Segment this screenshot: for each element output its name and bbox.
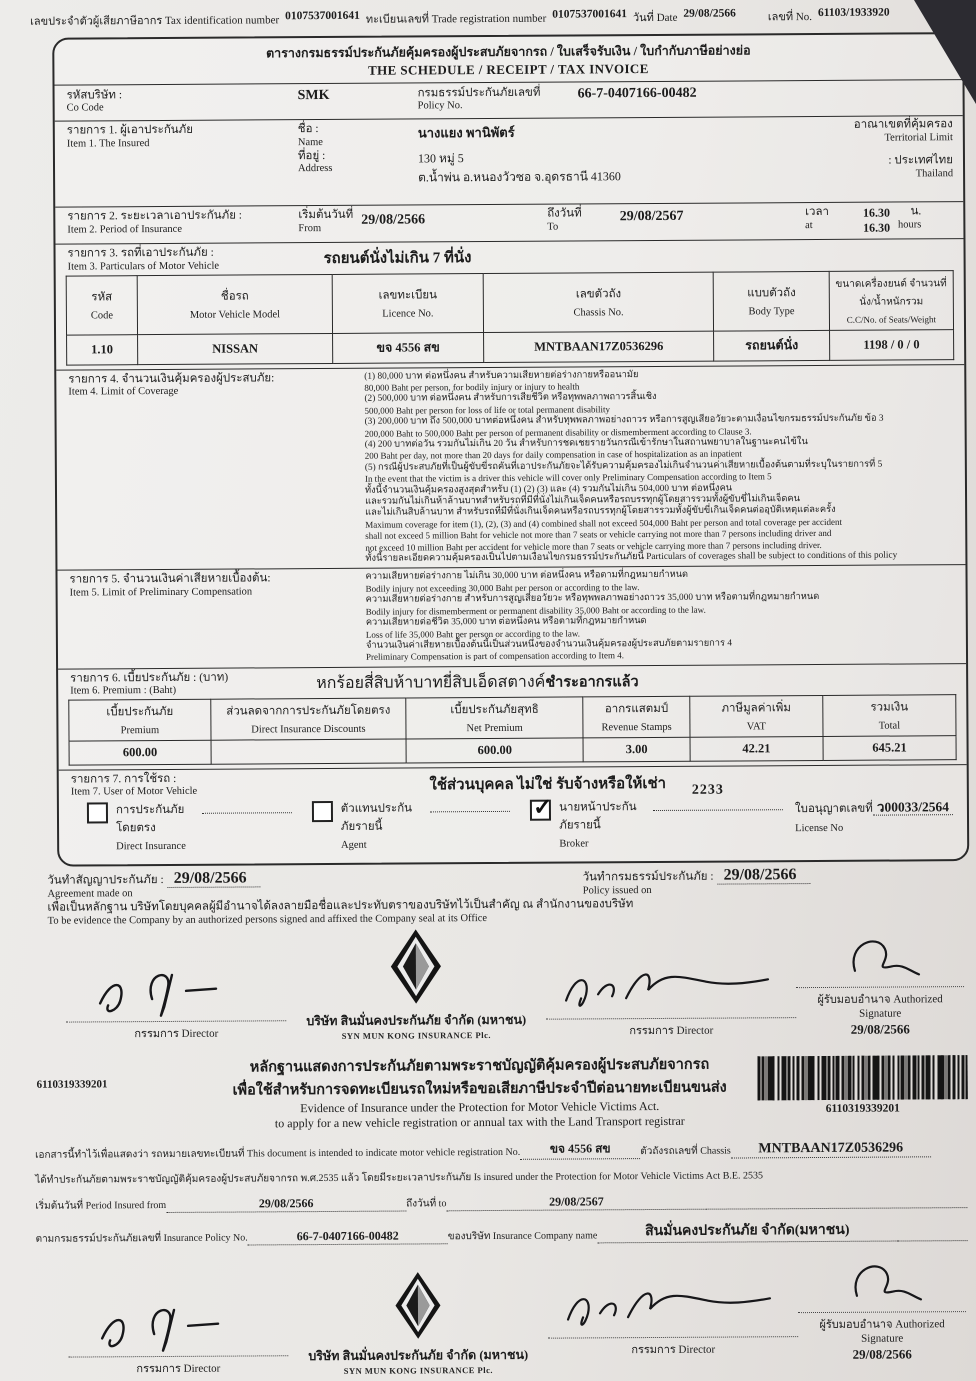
revenue-stamps-value: 3.00: [583, 737, 690, 762]
trade-reg-label: ทะเบียนเลขที่ Trade registration number: [365, 12, 547, 26]
vehicle-code: 1.10: [67, 334, 138, 364]
broker-label-en: Broker: [559, 838, 589, 850]
premium-amount-words: หกร้อยสี่สิบห้าบาทยี่สิบเอ็ดสตางค์: [316, 673, 546, 692]
document-meta-line: [0, 0, 976, 30]
item6-label-en: Item 6. Premium : (Baht): [70, 684, 177, 697]
item6-label-th: รายการ 6. เบี้ยประกันภัย : (บาท): [70, 671, 229, 685]
total-col: รวมเงิน Total: [823, 695, 956, 737]
company-name-th: บริษัท สินมั่นคงประกันภัย จำกัด (มหาชน): [306, 1012, 527, 1028]
vehicle-usage-text: ใช้ส่วนบุคคล ไม่ใช่ รับจ้างหรือให้เช่า: [429, 775, 667, 794]
address-label-th: ที่อยู่ :: [297, 149, 326, 162]
authorized-signature-date-2: 29/08/2566: [852, 1346, 912, 1362]
signature-band-top: กรรมการ Director บริษัท สินมั่นคงประกันภัย จำกัด (มหาชน) SYN MUN KONG INSURANCE Plc. กรรมการ Director ผู้รับมอบอำนาจ Authorized Signature 29/08/2566: [66, 924, 965, 1042]
evidence-title-th1: หลักฐานแสดงการประกันภัยตามพระราชบัญญัติคุ้มครองผู้ประสบภัยจากรถ: [249, 1056, 710, 1076]
director-signature-right: [556, 959, 786, 1018]
period-from-label-th: เริ่มต้นวันที่: [298, 209, 354, 222]
vehicle-col-body: แบบตัวถัง Body Type: [714, 271, 830, 331]
direct-insurance-checkbox: [87, 803, 108, 824]
insured-name-label-th: ชื่อ :: [297, 123, 319, 136]
authorized-signature-date: 29/08/2566: [850, 1021, 910, 1037]
item7-label-en: Item 7. User of Motor Vehicle: [70, 786, 198, 798]
vehicle-type-headline: รถยนต์นั่งไม่เกิน 7 ที่นั่ง: [323, 250, 472, 268]
date-value: 29/08/2566: [683, 7, 736, 20]
item2-label-th: รายการ 2. ระยะเวลาเอาประกันภัย :: [67, 209, 243, 223]
time-unit-th: น.: [910, 205, 922, 218]
vehicle-body: รถยนต์นั่ง: [714, 330, 829, 361]
territorial-label-en: Territorial Limit: [884, 131, 953, 144]
insured-name-label-en: Name: [297, 136, 323, 148]
authorized-signature: [825, 930, 935, 987]
premium-col: เบี้ยประกันภัย Premium: [69, 699, 211, 741]
territorial-value-en: Thailand: [915, 167, 954, 179]
co-code-label-th: รหัสบริษัท :: [66, 89, 123, 102]
stmt1-registration-value: ขจ 4556 สข: [520, 1139, 640, 1160]
agent-label-th: ตัวแทนประกันภัยรายนี้: [340, 802, 413, 834]
item5-label-th: รายการ 5. จำนวนเงินค่าเสียหายเบื้องต้น:: [69, 572, 271, 587]
tax-id-label: เลขประจำตัวผู้เสียภาษีอากร Tax identification number: [30, 14, 280, 28]
policy-issued-value: 29/08/2566: [718, 866, 811, 885]
evidence-note-th: เพื่อเป็นหลักฐาน บริษัทโดยบุคคลผู้มีอำนาจได้ลงลายมือชื่อและประทับตราของบริษัทไว้เป็นสำคัญ ณ สำนักงานของบริษัท: [47, 898, 634, 915]
vehicle-col-model: ชื่อรถ Motor Vehicle Model: [137, 274, 332, 334]
agreement-date-label-en: Agreement made on: [47, 888, 133, 900]
director-signature-left: [86, 958, 266, 1021]
stmt3-to-label: ถึงวันที่ to: [406, 1197, 447, 1210]
time-unit-en: hours: [898, 218, 922, 230]
vat-value: 42.21: [690, 736, 823, 761]
barcode-number: 6110319339201: [825, 1102, 900, 1115]
total-value: 645.21: [823, 736, 956, 761]
license-label-en: License No: [795, 823, 844, 835]
premium-value: 600.00: [69, 740, 211, 765]
barcode: [757, 1055, 967, 1100]
vehicle-col-engine: ขนาดเครื่องยนต์ จำนวนที่นั่ง/น้ำหนักรวม C.C/No. of Seats/Weight: [829, 270, 954, 330]
agreement-date-value: 29/08/2566: [168, 870, 261, 889]
vehicle-row: [67, 329, 954, 364]
signature-band-bottom: กรรมการ Director บริษัท สินมั่นคงประกันภัย จำกัด (มหาชน) SYN MUN KONG INSURANCE Plc. กรรมการ Director ผู้รับมอบอำนาจ Authorized Signature 29/08/2566: [68, 1255, 967, 1377]
stmt2-text: ได้ทำประกันภัยตามพระราชบัญญัติคุ้มครองผู้ประสบภัยจากรถ พ.ศ.2535 แล้ว โดยมีระยะเวลาประกันภัย Is insured under the Protection for Motor Vehicle Victims Act B.E. 2535: [35, 1169, 764, 1186]
period-to-label-th: ถึงวันที่: [547, 207, 582, 220]
vehicle-table: [66, 270, 955, 365]
trade-reg-number: 0107537001641: [552, 8, 627, 21]
checkmark-icon: ✓: [533, 794, 553, 821]
evidence-note-en: To be evidence the Company by an authorized persons signed and affixed the Company seal at its Office: [47, 912, 488, 927]
stmt3-to-value: 29/08/2567: [446, 1193, 706, 1211]
evidence-title-en1: Evidence of Insurance under the Protection for Motor Vehicle Victims Act.: [300, 1098, 660, 1115]
stmt1-label: เอกสารนี้ทำไว้เพื่อแสดงว่า รถหมายเลขทะเบียนที่ This document is intended to indicate motor vehicle registration No.: [35, 1146, 521, 1161]
policy-issued-label-en: Policy issued on: [582, 885, 652, 897]
stmt4-policy-value: 66-7-0407166-00482: [248, 1228, 448, 1245]
territorial-label-th: อาณาเขตที่คุ้มครอง: [853, 118, 953, 132]
co-code-label-en: Co Code: [66, 102, 104, 114]
agreement-date-label-th: วันทำสัญญาประกันภัย :: [47, 874, 164, 887]
item5-label-en: Item 5. Limit of Preliminary Compensation: [69, 586, 253, 599]
net-premium-value: 600.00: [406, 738, 584, 763]
company-name-th-2: บริษัท สินมั่นคงประกันภัย จำกัด (มหาชน): [308, 1347, 529, 1363]
smk-diamond-logo-2: [393, 1270, 443, 1340]
authorized-signature-2: [827, 1255, 937, 1312]
item3-label-th: รายการ 3. รถที่เอาประกันภัย :: [67, 246, 214, 260]
stmt4-company-value: สินมั่นคงประกันภัย จำกัด(มหาชน): [597, 1218, 897, 1243]
coverage-text: (1) 80,000 บาท ต่อหนึ่งคน สำหรับความเสียหายต่อร่างกายหรืออนามัย 80,000 Baht per person, for bodily injury or injury to health (2) 500,000 บาท ต่อหนึ่งคน สำหรับการเสียชีวิต หรือทุพพลภาพถาวรสิ้นเชิง 500,000 Baht per person for loss of life or total permanent disability (3) 200,000 บาท ถึง 500,000 บาทต่อหนึ่งคน สำหรับทุพพลภาพอย่างถาวร หรือการสูญเสียอวัยวะตามเงื่อนไขกรมธรรม์ประกันภัย ข้อ 3 200,000 Baht to 500,000 Baht per person of permanent disability or dismemberment according to Clause 3. (4) 200 บาทต่อวัน รวมกันไม่เกิน 20 วัน สำหรับการชดเชยรายวันกรณีเข้ารักษาในสถานพยาบาลในฐานะคนไข้ใน 200 Baht per day, not more than 20 days for daily compensation in case of hospitalization as an inpatient (5) กรณีผู้ประสบภัยที่เป็นผู้ขับขี่รถคันที่เอาประกันภัยจะได้รับความคุ้มครองไม่เกินจำนวนค่าเสียหายเบื้องต้นตามที่ระบุในรายการที่ 5 In the event that the victim is a driver this vehicle will cover only Preliminary Compensation according to Item 5 ทั้งนี้จำนวนเงินคุ้มครองสูงสุดสำหรับ (1) (2) (3) และ (4) รวมกันไม่เกิน 504,000 บาท ต่อหนึ่งคน และรวมกันไม่เกินห้าล้านบาทสำหรับรถที่มีที่นั่งไม่เกินเจ็ดคนหรือรถบรรทุกผู้โดยสารรวมทั้งผู้ขับขี่ไม่เกินเจ็ดคน และไม่เกินสิบล้านบาท สำหรับรถที่มีที่นั่งเกินเจ็ดคนหรือรถบรรทุกผู้โดยสารรวมทั้งผู้ขับขี่เกินเจ็ดคนต่ออุบัติเหตุแต่ละครั้ง Maximum coverage for item (1), (2), (3) and (4) combined shall not exceed 504,000 Baht per person and total coverage per accident shall not exceed 5 million Baht for vehicle not more than 7 seats or vehicle carrying not more than 7 persons including driver and not exceed 10 million Baht per accident for vehicle more than 7 seats or vehicle carrying more than 7 persons including driver. ทั้งนี้รายละเอียดความคุ้มครองเป็นไปตามเงื่อนไขกรมธรรม์ประกันภัยนี้ Particulars of coverages shall be subject to conditions of this policy: [364, 369, 898, 564]
premium-table: [68, 694, 956, 765]
schedule-title-th: ตารางกรมธรรม์ประกันภัยคุ้มครองผู้ประสบภัยจากรถ / ใบเสร็จรับเงิน / ใบกำกับภาษีอย่างย่อ: [265, 43, 751, 61]
evidence-title-en2: to apply for a new vehicle registration or annual tax with the Land Transport registrar: [274, 1113, 685, 1130]
preliminary-compensation-text: ความเสียหายต่อร่างกาย ไม่เกิน 30,000 บาท ต่อหนึ่งคน หรือตามที่กฎหมายกำหนด Bodily injury not exceeding 30,000 Baht per person or according to the law. ความเสียหายต่อร่างกาย สำหรับการสูญเสียอวัยวะ หรือทุพพลภาพอย่างถาวร 35,000 บาท หรือตามที่กฎหมายกำหนด Bodily injury for dismemberment or permanent disability 35,000 Baht or according to the law. ความเสียหายต่อชีวิต 35,000 บาท ต่อหนึ่งคน หรือตามที่กฎหมายกำหนด Loss of life 35,000 Baht per person or according to the law. จำนวนเงินค่าเสียหายเบื้องต้นนี้เป็นส่วนหนึ่งของจำนวนเงินคุ้มครองผู้ประสบภัยตามรายการ 4 Preliminary Compensation is part of compensation according to Item 4.: [365, 570, 820, 663]
direct-insurance-label-th: การประกันภัยโดยตรง: [115, 804, 185, 835]
doc-no-value: 61103/1933920: [817, 6, 890, 19]
agent-checkbox: [312, 801, 333, 822]
schedule-title-en: THE SCHEDULE / RECEIPT / TAX INVOICE: [368, 61, 649, 78]
period-from-label-en: From: [298, 222, 322, 234]
item2-label-en: Item 2. Period of Insurance: [67, 223, 183, 236]
vat-col: ภาษีมูลค่าเพิ่ม VAT: [690, 695, 823, 737]
policy-no-label-th: กรมธรรม์ประกันภัยเลขที่: [417, 86, 541, 100]
license-value: ว00033/2564: [873, 799, 953, 815]
item1-label-th: รายการ 1. ผู้เอาประกันภัย: [66, 124, 194, 137]
broker-checkbox: [530, 794, 553, 821]
item3-label-en: Item 3. Particulars of Motor Vehicle: [67, 260, 220, 273]
net-premium-col: เบี้ยประกันภัยสุทธิ Net Premium: [406, 697, 584, 739]
item7-label-th: รายการ 7. การใช้รถ :: [70, 772, 177, 786]
address-line1: 130 หมู่ 5: [417, 150, 464, 165]
stmt3-from-label: เริ่มต้นวันที่ Period Insured from: [35, 1199, 167, 1212]
vehicle-licence: ขจ 4556 สข: [333, 332, 484, 363]
date-label: วันที่ Date: [632, 11, 678, 25]
item1-label-en: Item 1. The Insured: [66, 137, 150, 150]
director-signature-right-2: [558, 1278, 788, 1337]
direct-insurance-label-en: Direct Insurance: [116, 841, 186, 853]
premium-values-row: [69, 736, 956, 765]
vehicle-engine: 1198 / 0 / 0: [829, 329, 953, 360]
time-label-en: at: [805, 219, 813, 231]
stmt1-chassis-value: MNTBAAN17Z0536296: [731, 1140, 931, 1158]
vehicle-col-code: รหัส Code: [66, 275, 137, 334]
revenue-stamps-col: อากรแสตมป์ Revenue Stamps: [583, 696, 690, 738]
address-line2: ต.น้ำพ่น อ.หนองวัวซอ จ.อุดรธานี 41360: [418, 168, 621, 184]
license-label-th: ใบอนุญาตเลขที่: [794, 802, 873, 816]
insured-name-value: นางแยง พานิพัตร์: [417, 125, 515, 141]
territorial-value-th: : ประเทศไทย: [888, 154, 954, 167]
discounts-value: [211, 739, 406, 764]
evidence-title-th2: เพื่อใช้สำหรับการจดทะเบียนรถใหม่หรือขอเสียภาษีประจำปีต่อนายทะเบียนขนส่ง: [232, 1079, 727, 1099]
stmt1b-label: ตัวถังรถเลขที่ Chassis: [640, 1145, 731, 1157]
stmt3-from-value: 29/08/2566: [166, 1195, 406, 1212]
stmt4-policy-label: ตามกรมธรรม์ประกันภัยเลขที่ Insurance Policy No.: [35, 1232, 248, 1245]
item4-label-en: Item 4. Limit of Coverage: [68, 385, 179, 398]
tax-id-number: 0107537001641: [285, 9, 360, 23]
policy-no-value: 66-7-0407166-00482: [577, 85, 697, 102]
period-to-label-en: To: [547, 221, 559, 233]
director-signature-left-2: [88, 1293, 268, 1356]
evidence-ref-number: 6110319339201: [36, 1077, 108, 1091]
schedule-box: [52, 32, 969, 867]
policy-issued-label-th: วันทำกรมธรรม์ประกันภัย :: [582, 870, 714, 884]
doc-no-label: เลขที่ No.: [767, 11, 813, 24]
agent-label-en: Agent: [340, 840, 367, 852]
item4-label-th: รายการ 4. จำนวนเงินคุ้มครองผู้ประสบภัย:: [68, 371, 275, 386]
time-value-2: 16.30: [863, 220, 891, 235]
discounts-col: ส่วนลดจากการประกันภัยโดยตรง Direct Insurance Discounts: [211, 698, 406, 740]
company-name-en-2: SYN MUN KONG INSURANCE Plc.: [343, 1364, 494, 1376]
policy-no-label-en: Policy No.: [417, 100, 463, 112]
broker-label-th: นายหน้าประกันภัยรายนี้: [559, 801, 637, 832]
time-label-th: เวลา: [805, 206, 829, 219]
time-value-1: 16.30: [862, 205, 891, 220]
period-to-value: 29/08/2567: [619, 209, 684, 225]
stmt4-company-label: ของบริษัท Insurance Company name: [447, 1229, 598, 1242]
company-name-en: SYN MUN KONG INSURANCE Plc.: [341, 1029, 491, 1041]
vehicle-model: NISSAN: [137, 333, 332, 364]
vehicle-col-licence: เลขทะเบียน Licence No.: [332, 273, 483, 333]
address-label-en: Address: [297, 162, 333, 174]
stamp-duty-paid-label: ชำระอากรแล้ว: [545, 673, 639, 691]
period-from-value: 29/08/2566: [361, 212, 426, 229]
vehicle-chassis: MNTBAAN17Z0536296: [483, 331, 714, 362]
vehicle-col-chassis: เลขตัวถัง Chassis No.: [483, 272, 714, 332]
broker-number-handwritten: 2233: [691, 782, 724, 799]
co-code-value: SMK: [297, 87, 330, 104]
smk-diamond-logo: [388, 927, 444, 1005]
